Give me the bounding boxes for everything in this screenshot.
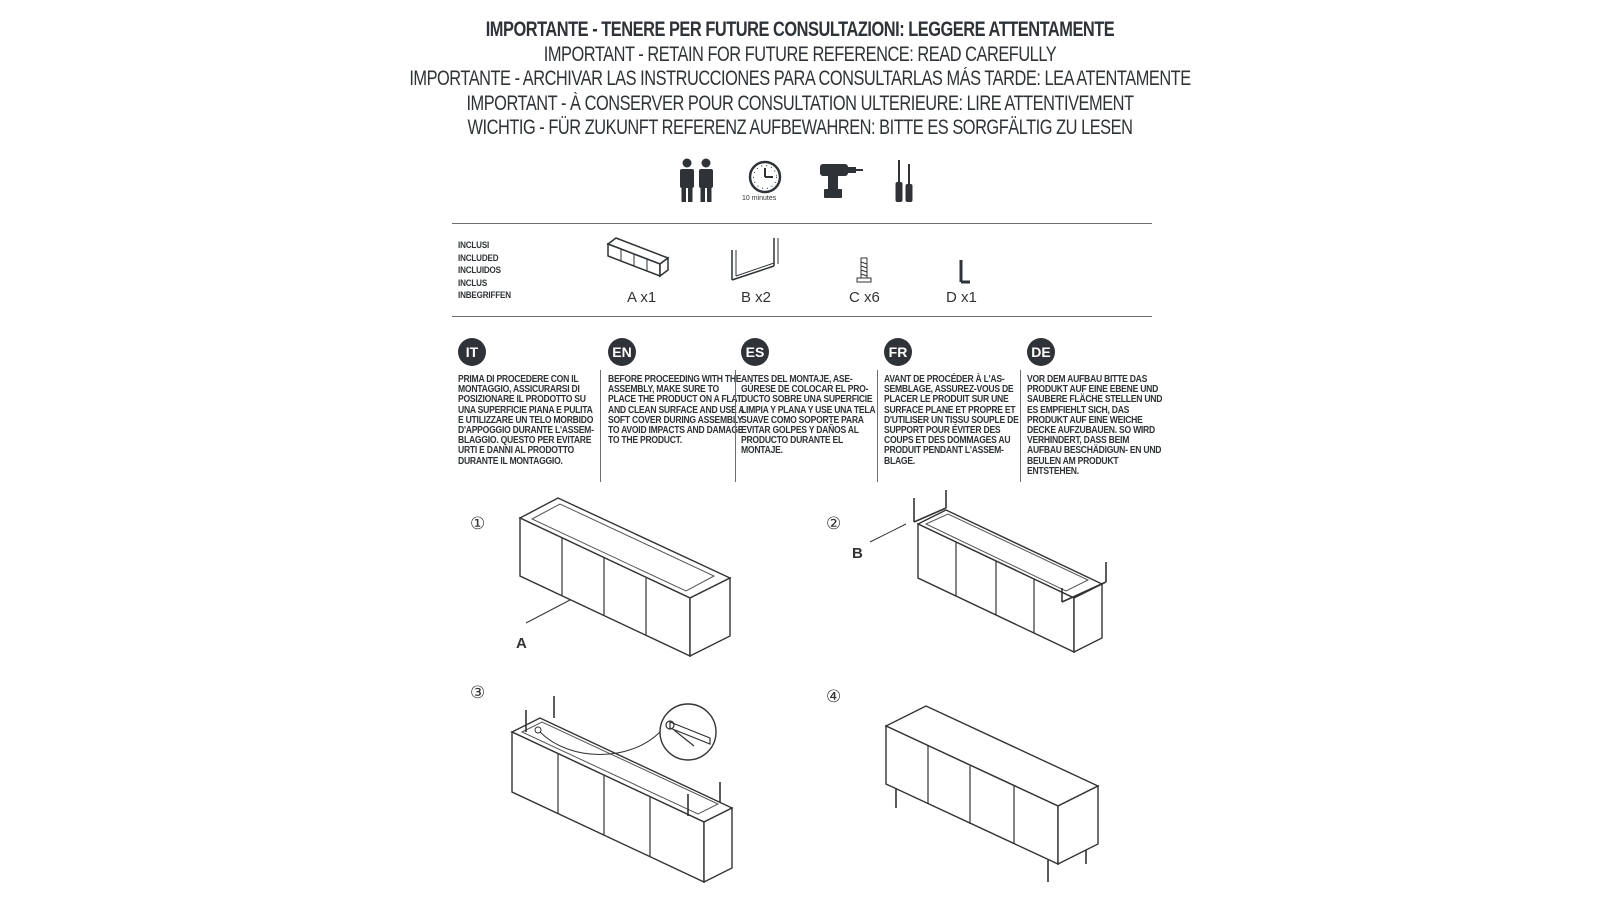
clock-icon	[747, 160, 787, 200]
divider-bottom	[452, 316, 1152, 317]
column-separator	[600, 370, 601, 482]
included-label-it: INCLUSI	[458, 240, 490, 251]
lang-badge-es: ES	[741, 338, 769, 366]
part-c-label: C x6	[849, 289, 880, 306]
step-4-number: ④	[826, 687, 842, 706]
part-d-allen-key-icon	[958, 258, 972, 286]
part-b-leg-frame-icon	[730, 236, 782, 282]
two-people-icon	[678, 158, 716, 206]
included-label-fr: INCLUS	[458, 277, 488, 289]
step-3-number: ③	[470, 683, 486, 702]
lang-text-fr: AVANT DE PROCÉDER À L'AS- SEMBLAGE, ASSUREZ-VOUS DE PLACER LE PRODUIT SUR UNE SURFACE PLANE ET PROPRE ET D'UTILISER UN TISSU SOUPLE DE SUPPORT POUR ÉVITER DES COUPS ET DES DOMMAGES AU PRODUIT PENDANT L'ASSEM- BLAGE.	[884, 374, 1019, 467]
headline-english: IMPORTANT - RETAIN FOR FUTURE REFERENCE: READ CAREFULLY	[543, 42, 1057, 66]
step-2-number: ②	[826, 514, 842, 533]
step-4-diagram	[884, 700, 1104, 885]
lang-column-it	[458, 338, 596, 467]
headline-spanish: IMPORTANTE - ARCHIVAR LAS INSTRUCCIONES PARA CONSULTARLAS MÁS TARDE: LEA ATENTAMENTE	[409, 67, 1191, 90]
step-3-diagram	[510, 702, 740, 887]
headline-german: WICHTIG - FÜR ZUKUNFT REFERENZ AUFBEWAHREN: BITTE ES SORGFÄLTIG ZU LESEN	[467, 116, 1133, 139]
lang-text-es: ANTES DEL MONTAJE, ASE- GÚRESE DE COLOCAR EL PRO- DUCTO SOBRE UNA SUPERFICIE LIMPIA Y PLANA Y USE UNA TELA SUAVE COMO SOPORTE PARA EVITAR GOLPES Y DAÑOS AL PRODUCTO DURANTE EL MONTAJE.	[741, 374, 875, 457]
step-2-callout-b: B	[852, 545, 863, 562]
headline-italian: IMPORTANTE - TENERE PER FUTURE CONSULTAZIONI: LEGGERE ATTENTAMENTE	[485, 18, 1115, 41]
included-label-de: INBEGRIFFEN	[458, 290, 511, 301]
lang-column-es	[741, 338, 879, 457]
header-block	[0, 18, 1600, 141]
part-a-label: A x1	[627, 289, 657, 306]
column-separator	[877, 370, 878, 482]
part-a-cabinet-icon	[606, 236, 670, 280]
headline-french: IMPORTANT - À CONSERVER POUR CONSULTATION ULTERIEURE: LIRE ATTENTIVEMENT	[466, 91, 1134, 115]
lang-badge-en: EN	[608, 338, 636, 366]
part-b-label: B x2	[741, 289, 772, 306]
column-separator	[735, 370, 736, 482]
lang-column-de	[1027, 338, 1165, 477]
lang-column-fr	[884, 338, 1022, 467]
screwdrivers-icon	[892, 158, 916, 204]
lang-badge-it: IT	[458, 338, 486, 366]
column-separator	[1020, 370, 1021, 482]
drill-icon	[818, 162, 864, 200]
included-label	[458, 240, 511, 303]
part-c-screw-icon	[856, 256, 872, 284]
step-1-callout-a: A	[516, 635, 527, 652]
step-1-diagram	[518, 496, 738, 661]
part-d-label: D x1	[946, 289, 977, 306]
lang-text-en: BEFORE PROCEEDING WITH THE ASSEMBLY, MAKE SURE TO PLACE THE PRODUCT ON A FLAT AND CLEAN SURFACE AND USE A SOFT COVER DURING ASSEMBLY TO AVOID IMPACTS AND DAMAGE TO THE PRODUCT.	[608, 374, 744, 447]
included-label-en: INCLUDED	[458, 252, 499, 264]
lang-column-en	[608, 338, 746, 446]
lang-text-it: PRIMA DI PROCEDERE CON IL MONTAGGIO, ASSICURARSI DI POSIZIONARE IL PRODOTTO SU UNA SUPERFICIE PIANA E PULITA E UTILIZZARE UN TELO MORBIDO D'APPOGGIO DURANTE L'ASSEM- BLAGGIO. QUESTO PER EVITARE URTI E DANNI AL PRODOTTO DURANTE IL MONTAGGIO.	[458, 374, 594, 467]
step-2-diagram	[912, 492, 1112, 657]
lang-badge-de: DE	[1027, 338, 1055, 366]
included-label-es: INCLUIDOS	[458, 265, 501, 276]
step-1-number: ①	[470, 514, 486, 533]
lang-text-de: VOR DEM AUFBAU BITTE DAS PRODUKT AUF EINE EBENE UND SAUBERE FLÄCHE STELLEN UND ES EMPFIEHLT SICH, DAS PRODUKT AUF EINE WEICHE DECKE AUFZUBAUEN. SO WIRD VERHINDERT, DASS BEIM AUFBAU BESCHÄDIGUN- EN UND BEULEN AM PRODUKT ENTSTEHEN.	[1027, 374, 1163, 477]
divider-top	[452, 223, 1152, 224]
lang-badge-fr: FR	[884, 338, 912, 366]
clock-caption: 10 minutes	[742, 195, 777, 202]
